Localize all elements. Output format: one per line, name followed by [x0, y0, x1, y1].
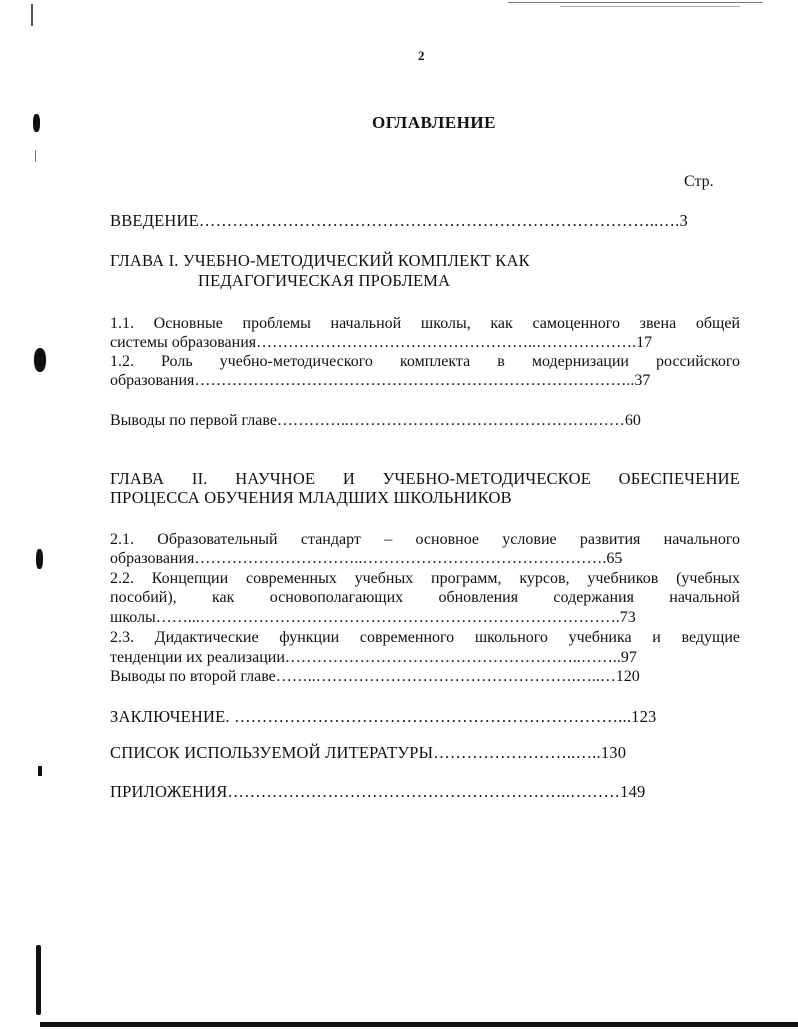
toc-entry-2-2-cont: пособий), как основополагающих обновления содержания начальной — [110, 589, 740, 606]
page-column-label: Стр. — [684, 173, 714, 190]
toc-chapter-1-heading: ГЛАВА I. УЧЕБНО-МЕТОДИЧЕСКИЙ КОМПЛЕКТ КАК — [110, 251, 530, 270]
scan-mark-tick — [35, 150, 36, 162]
scan-mark-bottom-edge — [40, 1022, 798, 1027]
toc-entry-conclusions-ch2: Выводы по второй главе……..………………………………………….…..…120 — [110, 668, 640, 685]
toc-entry-bibliography: СПИСОК ИСПОЛЬЗУЕМОЙ ЛИТЕРАТУРЫ……………………..…..130 — [110, 743, 627, 762]
toc-entry-1-2-cont: образования………………………………………………………………………..37 — [110, 372, 651, 389]
scan-mark-top-rule-thin — [560, 6, 740, 7]
page-number: 2 — [418, 48, 425, 63]
toc-entry-1-1: 1.1. Основные проблемы начальной школы, как самоценного звена общей — [110, 315, 740, 332]
toc-entry-appendices: ПРИЛОЖЕНИЯ……………………………………………………..………149 — [110, 782, 646, 801]
toc-entry-conclusions-ch1: Выводы по первой главе…………..……………………………………….……60 — [110, 412, 641, 429]
toc-chapter-1-heading-cont: ПЕДАГОГИЧЕСКАЯ ПРОБЛЕМА — [198, 271, 451, 290]
toc-entry-conclusion: ЗАКЛЮЧЕНИЕ. ……………………………………………………………...123 — [110, 707, 657, 726]
toc-entry-2-3-cont: тенденции их реализации………………………………………………..……..97 — [110, 649, 637, 666]
toc-entry-2-2: 2.2. Концепции современных учебных программ, курсов, учебников (учебных — [110, 570, 740, 587]
toc-entry-introduction: ВВЕДЕНИЕ………………………………………………………………………..….3 — [110, 211, 688, 230]
scan-mark-punch-hole — [36, 549, 43, 569]
scan-mark-punch-hole — [34, 348, 46, 372]
scan-mark-edge — [36, 945, 41, 1015]
toc-chapter-2-heading-cont: ПРОЦЕССА ОБУЧЕНИЯ МЛАДШИХ ШКОЛЬНИКОВ — [110, 488, 512, 507]
toc-entry-2-1: 2.1. Образовательный стандарт – основное условие развития начального — [110, 531, 740, 548]
toc-entry-2-1-cont: образования…………………………..……………………………………….65 — [110, 550, 623, 567]
toc-entry-2-2-cont2: школы……...…………………………………………………………………….73 — [110, 609, 636, 626]
scan-mark-dot — [38, 766, 42, 776]
toc-entry-1-2: 1.2. Роль учебно-методического комплекта в модернизации российского — [110, 353, 740, 370]
scan-mark-top-rule — [508, 2, 763, 3]
toc-entry-2-3: 2.3. Дидактические функции современного школьного учебника и ведущие — [110, 629, 740, 646]
toc-chapter-2-heading: ГЛАВА II. НАУЧНОЕ И УЧЕБНО-МЕТОДИЧЕСКОЕ ОБЕСПЕЧЕНИЕ — [110, 469, 740, 488]
scan-mark-top-left — [31, 4, 33, 26]
page-title: ОГЛАВЛЕНИЕ — [372, 113, 496, 132]
toc-entry-1-1-cont: системы образования……………………………………………..……………….17 — [110, 334, 653, 351]
